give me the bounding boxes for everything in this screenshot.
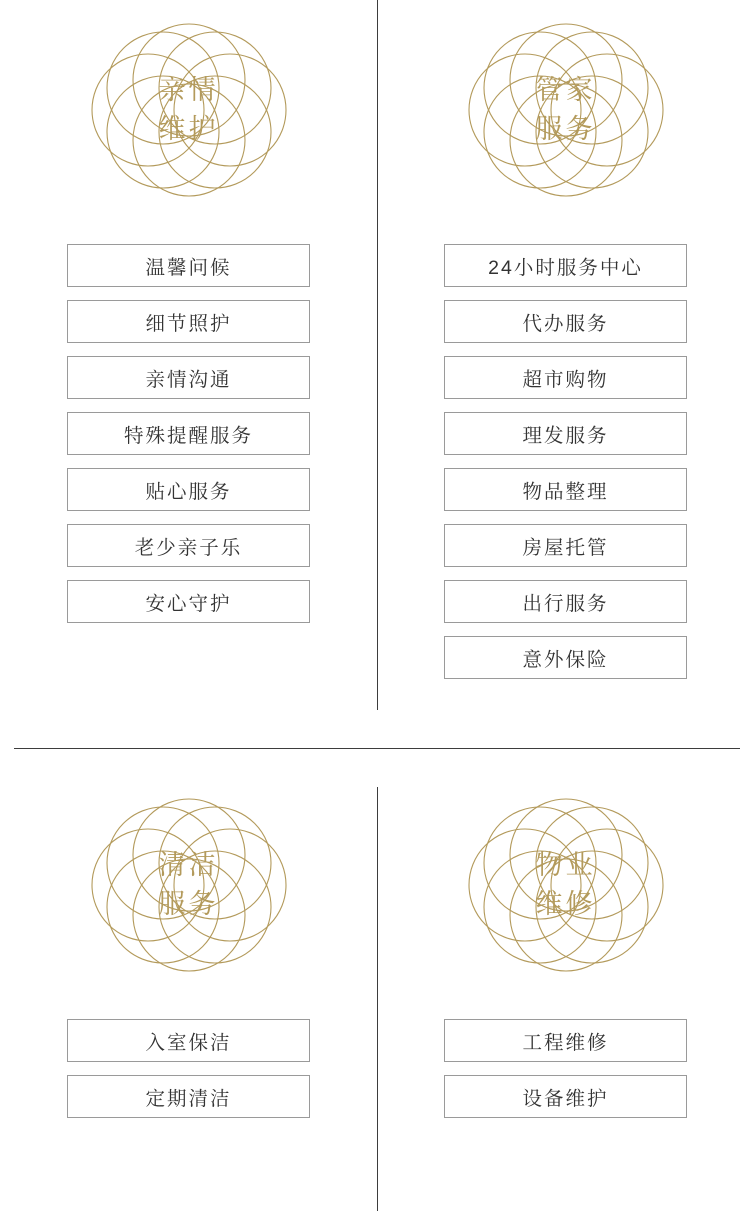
category-column-0 [0, 0, 377, 679]
badge-line: 亲情 [158, 74, 219, 105]
category-badge-0 [89, 10, 289, 210]
list-item[interactable]: 物品整理 [444, 468, 687, 511]
category-badge-text-3 [536, 846, 596, 924]
badge-line: 物业 [535, 849, 596, 880]
list-item[interactable]: 理发服务 [444, 412, 687, 455]
list-item[interactable]: 入室保洁 [67, 1019, 310, 1062]
list-item[interactable]: 定期清洁 [67, 1075, 310, 1118]
category-badge-3 [466, 785, 666, 985]
bottom-section [0, 745, 754, 1211]
category-badge-2 [89, 785, 289, 985]
vertical-divider-bottom [377, 787, 378, 1211]
list-item[interactable]: 出行服务 [444, 580, 687, 623]
badge-line: 管家 [535, 74, 596, 105]
category-column-3 [377, 745, 754, 1118]
category-badge-1 [466, 10, 666, 210]
badge-line: 服务 [158, 889, 219, 919]
list-item[interactable]: 房屋托管 [444, 524, 687, 567]
list-item[interactable]: 设备维护 [444, 1075, 687, 1118]
category-column-2 [0, 745, 377, 1118]
list-item[interactable]: 特殊提醒服务 [67, 412, 310, 455]
service-list-2 [67, 1019, 310, 1118]
list-item[interactable]: 安心守护 [67, 580, 310, 623]
category-badge-text-2 [159, 846, 219, 924]
list-item[interactable]: 亲情沟通 [67, 356, 310, 399]
badge-line: 维修 [535, 889, 596, 919]
service-list-1 [444, 244, 687, 679]
list-item[interactable]: 24小时服务中心 [444, 244, 687, 287]
list-item[interactable]: 老少亲子乐 [67, 524, 310, 567]
category-badge-text-0 [159, 71, 219, 149]
category-badge-text-1 [536, 71, 596, 149]
list-item[interactable]: 超市购物 [444, 356, 687, 399]
vertical-divider-top [377, 0, 378, 710]
list-item[interactable]: 细节照护 [67, 300, 310, 343]
list-item[interactable]: 代办服务 [444, 300, 687, 343]
service-list-0 [67, 244, 310, 623]
badge-line: 维护 [158, 114, 219, 144]
list-item[interactable]: 贴心服务 [67, 468, 310, 511]
category-column-1 [377, 0, 754, 679]
list-item[interactable]: 意外保险 [444, 636, 687, 679]
service-list-3 [444, 1019, 687, 1118]
list-item[interactable]: 工程维修 [444, 1019, 687, 1062]
list-item[interactable]: 温馨问候 [67, 244, 310, 287]
badge-line: 服务 [535, 114, 596, 144]
badge-line: 清洁 [158, 849, 219, 880]
